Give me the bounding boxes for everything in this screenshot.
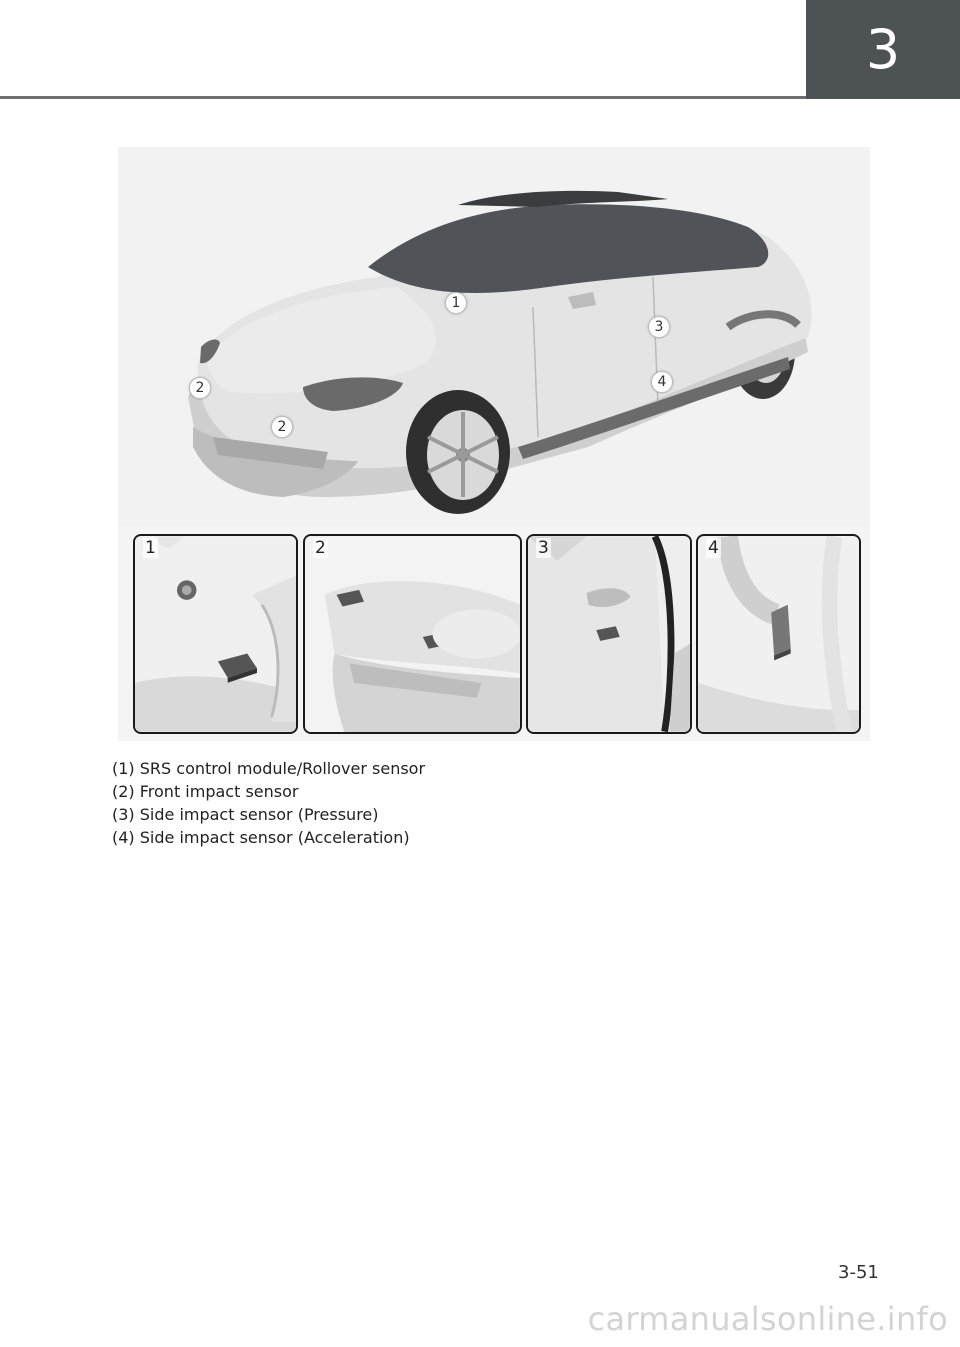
legend-item: (4) Side impact sensor (Acceleration) [112,828,410,847]
watermark: carmanualsonline.info [587,1300,948,1338]
chapter-tab [806,0,960,99]
chapter-number: 3 [865,18,901,81]
callout-4: 4 [651,371,673,393]
car-illustration [118,147,870,527]
inset-2-illustration [305,536,520,732]
callout-2-left: 2 [189,377,211,399]
legend-item: (1) SRS control module/Rollover sensor [112,759,426,778]
legend-item: (2) Front impact sensor [112,782,299,801]
inset-3-number: 3 [538,538,549,558]
inset-1-number: 1 [145,538,156,558]
inset-2-front-impact [303,534,522,734]
inset-4-illustration [698,536,859,732]
inset-4-number: 4 [708,538,719,558]
page-number: 3-51 [838,1262,879,1283]
inset-1-srs-module [133,534,298,734]
inset-3-illustration [528,536,690,732]
inset-1-illustration [135,536,296,732]
legend-item: (3) Side impact sensor (Pressure) [112,805,379,824]
inset-2-number: 2 [315,538,326,558]
sensor-location-figure [118,147,870,741]
header-rule [0,96,806,99]
sensor-legend [112,757,425,849]
callout-1: 1 [445,292,467,314]
inset-4-side-acceleration [696,534,861,734]
callout-3: 3 [648,316,670,338]
inset-3-side-pressure [526,534,692,734]
callout-2-right: 2 [271,416,293,438]
